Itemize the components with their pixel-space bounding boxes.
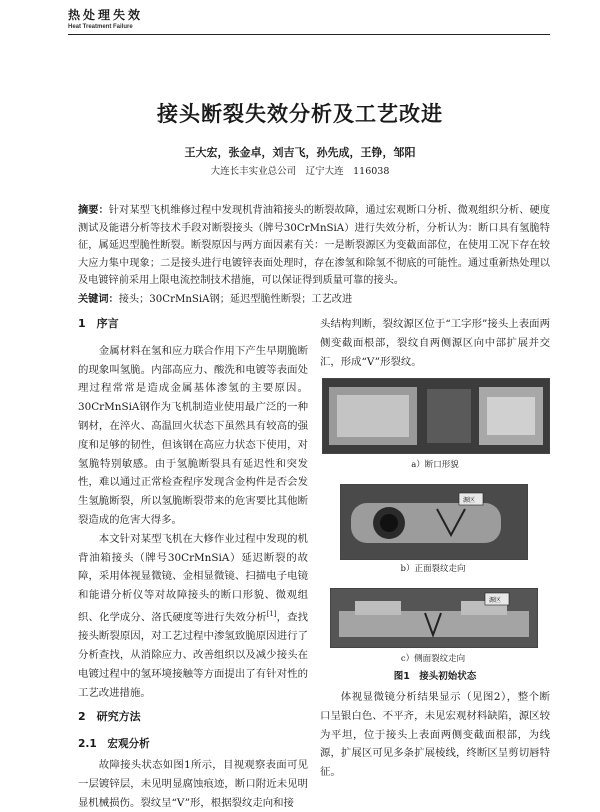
figure-1a-caption: a）断口形貌 [411, 460, 459, 470]
keywords-text: 接头；30CrMnSiA钢；延迟型脆性断裂；工艺改进 [118, 294, 353, 305]
paper-authors: 王大宏，张金卓，刘吉飞，孙先成，王铮，邹阳 [184, 146, 416, 159]
abstract-text: 针对某型飞机维修过程中发现机背油箱接头的断裂故障，通过宏观断口分析、微观组织分析、硬度测试及能谱分析等技术手段对断裂接头（牌号30CrMnSiA）进行失效分析，分析认为：断口具有氢脆特征，属延迟型脆性断裂。断裂原因与两方面因素有关：一是断裂源区为变截面部位，在使用工况下存在较大应力集中现象；二是接头进行电镀锌表面处理时，存在渗氢和除氢不彻底的可能性。通过重新热处理以及电镀锌前采用上限电流控制技术措施，可以保证得到质量可靠的接头。 [78, 205, 551, 286]
paper-title: 接头断裂失效分析及工艺改进 [157, 102, 443, 126]
citation-ref: [1] [266, 609, 277, 618]
journal-name-en: Heat Treatment Failure [68, 24, 133, 30]
section-2-heading: 2 研究方法 [78, 710, 141, 724]
journal-name-cn: 热处理失效 [68, 8, 144, 22]
header-rule [68, 34, 550, 35]
source-label-c: 源区 [489, 597, 502, 604]
section-1-paragraph-2a: 本文针对某型飞机在大修作业过程中发现的机背油箱接头（牌号30CrMnSiA）延迟断裂的故障，采用体视显微镜、金相显微镜、扫描电子电镜和能谱分析仪等对故障接头的断口形貌、微观组织、化学成分、洛氏硬度等进行失效分析 [78, 532, 308, 624]
abstract-label: 摘要： [78, 205, 109, 216]
figure-1b-caption: b）正面裂纹走向 [400, 564, 466, 574]
section-1-paragraph-2b: ，查找接头断裂原因，对工艺过程中渗氢致脆原因进行了分析查找，从消除应力、改善组织以及减少接头在电镀过程中的氢环境接触等方面提出了有针对性的工艺改进措施。 [78, 611, 309, 699]
journal-header [68, 6, 143, 30]
figure-1b-front-crack-photo [340, 484, 528, 560]
left-column [78, 315, 308, 812]
source-label-b: 源区 [463, 497, 476, 504]
section-2-1-paragraph: 故障接头状态如图1所示，目视观察表面可见一层镀锌层，未见明显腐蚀痕迹，断口附近未见明显机械损伤。裂纹呈“V”形，根据裂纹走向和接 [78, 759, 308, 809]
figure-1c-side-crack-photo [330, 588, 538, 648]
right-column-paragraph-bottom: 体视显微镜分析结果显示（见图2），整个断口呈银白色、不平齐，未见宏观材料缺陷，源区较为平坦，位于接头上表面两侧变截面根部，为线源，扩展区可见多条扩展棱线，终断区呈剪切唇特征。 [320, 691, 550, 779]
figure-1a-fracture-photo [322, 378, 550, 454]
figure-1c-caption: c）侧面裂纹走向 [400, 654, 466, 664]
keywords [78, 290, 550, 305]
figure-1-title: 图1 接头初始状态 [393, 671, 477, 682]
section-1-paragraph-1: 金属材料在氢和应力联合作用下产生早期脆断的现象叫氢脆。内部高应力、酸洗和电镀等表面处理过程常常是造成金属基体渗氢的主要原因。30CrMnSiA钢作为飞机制造业使用最广泛的一种钢材，在淬火、高温回火状态下虽然具有较高的强度和足够的韧性，但该钢在高应力状态下使用，对氢脆特别敏感。由于氢脆断裂具有延迟性和突发性，难以通过正常检查程序发现含金构件是否会发生氢脆断裂，所以氢脆断裂带来的危害要比其他断裂造成的危害大得多。 [78, 344, 308, 526]
section-1-paragraph-2 [78, 530, 308, 703]
section-1-heading: 1 序言 [78, 317, 119, 330]
keywords-label: 关键词： [78, 294, 119, 305]
abstract [78, 202, 550, 290]
right-column-bottom [320, 688, 550, 782]
paper-affiliation: 大连长丰实业总公司 辽宁大连 116038 [210, 166, 390, 177]
right-column-top [320, 315, 550, 371]
right-column-paragraph-top: 头结构判断，裂纹源区位于“工字形”接头上表面两侧变截面根部，裂纹自两侧源区向中部扩展并交汇，形成“V”形裂纹。 [320, 318, 550, 368]
section-2-1-heading: 2.1 宏观分析 [78, 738, 150, 751]
